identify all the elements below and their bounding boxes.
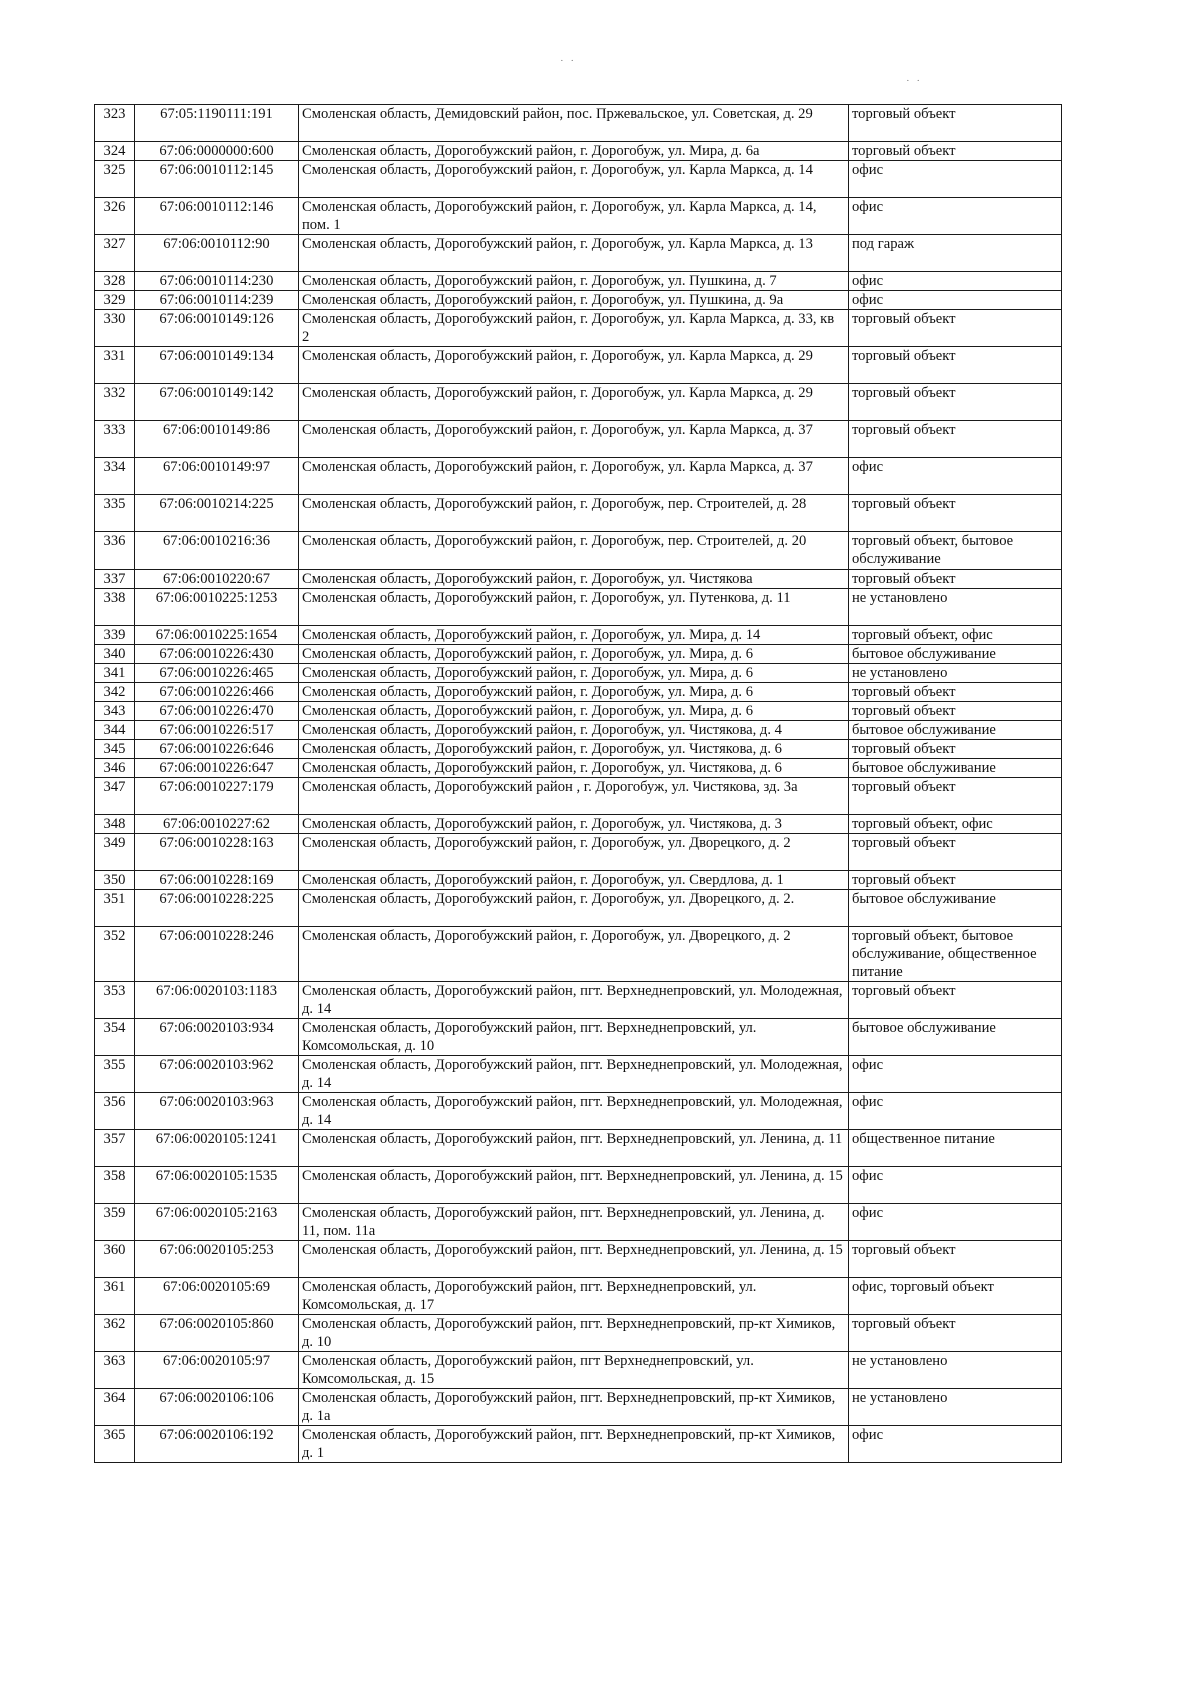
usage-type-cell: не установлено: [849, 1352, 1062, 1389]
row-number-cell: 335: [95, 495, 135, 532]
address-cell: Смоленская область, Дорогобужский район, г. Дорогобуж, ул. Карла Маркса, д. 33, кв 2: [299, 310, 849, 347]
table-row: [95, 759, 1062, 778]
cadastral-number-cell: 67:06:0010149:126: [135, 310, 299, 347]
table-row: [95, 421, 1062, 458]
property-registry-table: [94, 104, 1062, 1463]
row-number-cell: 347: [95, 778, 135, 815]
table-row: [95, 198, 1062, 235]
row-number-cell: 330: [95, 310, 135, 347]
cadastral-number-cell: 67:06:0010112:145: [135, 161, 299, 198]
row-number-cell: 342: [95, 683, 135, 702]
scan-artifact: ˙ ˙: [906, 78, 923, 90]
row-number-cell: 326: [95, 198, 135, 235]
table-row: [95, 982, 1062, 1019]
row-number-cell: 333: [95, 421, 135, 458]
usage-type-cell: торговый объект: [849, 834, 1062, 871]
row-number-cell: 357: [95, 1130, 135, 1167]
table-row: [95, 683, 1062, 702]
address-cell: Смоленская область, Дорогобужский район, г. Дорогобуж, ул. Дворецкого, д. 2: [299, 834, 849, 871]
usage-type-cell: бытовое обслуживание: [849, 890, 1062, 927]
row-number-cell: 358: [95, 1167, 135, 1204]
address-cell: Смоленская область, Дорогобужский район, г. Дорогобуж, ул. Мира, д. 6: [299, 702, 849, 721]
row-number-cell: 359: [95, 1204, 135, 1241]
table-row: [95, 815, 1062, 834]
usage-type-cell: под гараж: [849, 235, 1062, 272]
address-cell: Смоленская область, Дорогобужский район, г. Дорогобуж, ул. Путенкова, д. 11: [299, 589, 849, 626]
cadastral-number-cell: 67:06:0020103:1183: [135, 982, 299, 1019]
address-cell: Смоленская область, Дорогобужский район, пгт. Верхнеднепровский, ул. Молодежная, д. 14: [299, 982, 849, 1019]
table-row: [95, 626, 1062, 645]
table-row: [95, 272, 1062, 291]
cadastral-number-cell: 67:06:0010228:169: [135, 871, 299, 890]
usage-type-cell: офис: [849, 1426, 1062, 1463]
usage-type-cell: офис, торговый объект: [849, 1278, 1062, 1315]
cadastral-number-cell: 67:06:0010149:134: [135, 347, 299, 384]
cadastral-number-cell: 67:06:0020106:106: [135, 1389, 299, 1426]
cadastral-number-cell: 67:06:0010112:146: [135, 198, 299, 235]
cadastral-number-cell: 67:06:0020103:962: [135, 1056, 299, 1093]
row-number-cell: 365: [95, 1426, 135, 1463]
row-number-cell: 332: [95, 384, 135, 421]
address-cell: Смоленская область, Дорогобужский район, г. Дорогобуж, ул. Мира, д. 6а: [299, 142, 849, 161]
row-number-cell: 336: [95, 532, 135, 570]
table-row: [95, 1204, 1062, 1241]
table-row: [95, 589, 1062, 626]
usage-type-cell: торговый объект: [849, 105, 1062, 142]
cadastral-number-cell: 67:06:0010227:62: [135, 815, 299, 834]
address-cell: Смоленская область, Дорогобужский район, пгт. Верхнеднепровский, пр-кт Химиков, д. 1а: [299, 1389, 849, 1426]
table-row: [95, 927, 1062, 982]
table-row: [95, 871, 1062, 890]
cadastral-number-cell: 67:06:0010149:142: [135, 384, 299, 421]
usage-type-cell: торговый объект: [849, 384, 1062, 421]
usage-type-cell: торговый объект: [849, 982, 1062, 1019]
address-cell: Смоленская область, Дорогобужский район, пгт. Верхнеднепровский, ул. Молодежная, д. 14: [299, 1093, 849, 1130]
row-number-cell: 352: [95, 927, 135, 982]
row-number-cell: 325: [95, 161, 135, 198]
usage-type-cell: офис: [849, 161, 1062, 198]
address-cell: Смоленская область, Дорогобужский район, г. Дорогобуж, ул. Чистякова, д. 3: [299, 815, 849, 834]
table-row: [95, 834, 1062, 871]
table-row: [95, 702, 1062, 721]
usage-type-cell: офис: [849, 1056, 1062, 1093]
table-row: [95, 1019, 1062, 1056]
usage-type-cell: бытовое обслуживание: [849, 645, 1062, 664]
address-cell: Смоленская область, Дорогобужский район, г. Дорогобуж, ул. Мира, д. 6: [299, 683, 849, 702]
table-row: [95, 310, 1062, 347]
row-number-cell: 328: [95, 272, 135, 291]
address-cell: Смоленская область, Дорогобужский район, пгт. Верхнеднепровский, пр-кт Химиков, д. 10: [299, 1315, 849, 1352]
table-row: [95, 291, 1062, 310]
usage-type-cell: торговый объект: [849, 778, 1062, 815]
cadastral-number-cell: 67:06:0010216:36: [135, 532, 299, 570]
row-number-cell: 354: [95, 1019, 135, 1056]
cadastral-number-cell: 67:06:0010149:97: [135, 458, 299, 495]
row-number-cell: 324: [95, 142, 135, 161]
table-row: [95, 1167, 1062, 1204]
table-row: [95, 161, 1062, 198]
usage-type-cell: торговый объект, бытовое обслуживание, общественное питание: [849, 927, 1062, 982]
cadastral-number-cell: 67:06:0020105:97: [135, 1352, 299, 1389]
cadastral-number-cell: 67:06:0020105:1535: [135, 1167, 299, 1204]
table-row: [95, 1130, 1062, 1167]
row-number-cell: 361: [95, 1278, 135, 1315]
cadastral-number-cell: 67:06:0010214:225: [135, 495, 299, 532]
cadastral-number-cell: 67:06:0020105:253: [135, 1241, 299, 1278]
table-row: [95, 740, 1062, 759]
address-cell: Смоленская область, Дорогобужский район, г. Дорогобуж, ул. Карла Маркса, д. 37: [299, 458, 849, 495]
usage-type-cell: торговый объект: [849, 1241, 1062, 1278]
address-cell: Смоленская область, Дорогобужский район, г. Дорогобуж, ул. Дворецкого, д. 2: [299, 927, 849, 982]
address-cell: Смоленская область, Дорогобужский район, г. Дорогобуж, ул. Мира, д. 14: [299, 626, 849, 645]
table-row: [95, 532, 1062, 570]
address-cell: Смоленская область, Дорогобужский район, пгт. Верхнеднепровский, ул. Ленина, д. 11, пом. 11а: [299, 1204, 849, 1241]
address-cell: Смоленская область, Дорогобужский район, г. Дорогобуж, ул. Свердлова, д. 1: [299, 871, 849, 890]
cadastral-number-cell: 67:06:0010149:86: [135, 421, 299, 458]
row-number-cell: 343: [95, 702, 135, 721]
cadastral-number-cell: 67:06:0010228:163: [135, 834, 299, 871]
table-row: [95, 105, 1062, 142]
table-row: [95, 890, 1062, 927]
usage-type-cell: торговый объект: [849, 1315, 1062, 1352]
table-row: [95, 778, 1062, 815]
row-number-cell: 350: [95, 871, 135, 890]
usage-type-cell: торговый объект: [849, 310, 1062, 347]
cadastral-number-cell: 67:06:0020105:1241: [135, 1130, 299, 1167]
cadastral-number-cell: 67:06:0020103:963: [135, 1093, 299, 1130]
usage-type-cell: бытовое обслуживание: [849, 721, 1062, 740]
row-number-cell: 356: [95, 1093, 135, 1130]
row-number-cell: 346: [95, 759, 135, 778]
table-row: [95, 1352, 1062, 1389]
usage-type-cell: торговый объект, бытовое обслуживание: [849, 532, 1062, 570]
address-cell: Смоленская область, Дорогобужский район, г. Дорогобуж, пер. Строителей, д. 20: [299, 532, 849, 570]
address-cell: Смоленская область, Демидовский район, пос. Пржевальское, ул. Советская, д. 29: [299, 105, 849, 142]
table-row: [95, 570, 1062, 589]
table-row: [95, 1426, 1062, 1463]
usage-type-cell: торговый объект: [849, 871, 1062, 890]
cadastral-number-cell: 67:06:0010112:90: [135, 235, 299, 272]
table-row: [95, 645, 1062, 664]
usage-type-cell: торговый объект: [849, 702, 1062, 721]
usage-type-cell: офис: [849, 1093, 1062, 1130]
table-row: [95, 495, 1062, 532]
table-body: [95, 105, 1062, 1463]
table-row: [95, 1241, 1062, 1278]
usage-type-cell: торговый объект: [849, 142, 1062, 161]
address-cell: Смоленская область, Дорогобужский район, г. Дорогобуж, ул. Мира, д. 6: [299, 645, 849, 664]
address-cell: Смоленская область, Дорогобужский район, г. Дорогобуж, ул. Чистякова, д. 6: [299, 740, 849, 759]
usage-type-cell: офис: [849, 291, 1062, 310]
usage-type-cell: торговый объект: [849, 495, 1062, 532]
row-number-cell: 339: [95, 626, 135, 645]
table-row: [95, 1315, 1062, 1352]
usage-type-cell: торговый объект: [849, 421, 1062, 458]
row-number-cell: 348: [95, 815, 135, 834]
address-cell: Смоленская область, Дорогобужский район, пгт. Верхнеднепровский, ул. Комсомольская, д. 10: [299, 1019, 849, 1056]
cadastral-number-cell: 67:06:0010226:465: [135, 664, 299, 683]
usage-type-cell: не установлено: [849, 664, 1062, 683]
row-number-cell: 345: [95, 740, 135, 759]
cadastral-number-cell: 67:06:0010226:646: [135, 740, 299, 759]
row-number-cell: 362: [95, 1315, 135, 1352]
scan-artifact: ˙ ˙: [560, 58, 577, 70]
usage-type-cell: торговый объект, офис: [849, 815, 1062, 834]
row-number-cell: 338: [95, 589, 135, 626]
table-row: [95, 347, 1062, 384]
row-number-cell: 341: [95, 664, 135, 683]
address-cell: Смоленская область, Дорогобужский район, г. Дорогобуж, ул. Пушкина, д. 7: [299, 272, 849, 291]
table-row: [95, 1278, 1062, 1315]
address-cell: Смоленская область, Дорогобужский район, г. Дорогобуж, ул. Карла Маркса, д. 29: [299, 384, 849, 421]
row-number-cell: 337: [95, 570, 135, 589]
address-cell: Смоленская область, Дорогобужский район, пгт. Верхнеднепровский, ул. Комсомольская, д. 17: [299, 1278, 849, 1315]
cadastral-number-cell: 67:06:0010114:239: [135, 291, 299, 310]
cadastral-number-cell: 67:06:0010226:647: [135, 759, 299, 778]
cadastral-number-cell: 67:06:0010114:230: [135, 272, 299, 291]
address-cell: Смоленская область, Дорогобужский район, пгт. Верхнеднепровский, ул. Ленина, д. 11: [299, 1130, 849, 1167]
address-cell: Смоленская область, Дорогобужский район, г. Дорогобуж, ул. Карла Маркса, д. 29: [299, 347, 849, 384]
row-number-cell: 344: [95, 721, 135, 740]
row-number-cell: 331: [95, 347, 135, 384]
address-cell: Смоленская область, Дорогобужский район , г. Дорогобуж, ул. Чистякова, зд. 3а: [299, 778, 849, 815]
address-cell: Смоленская область, Дорогобужский район, пгт. Верхнеднепровский, ул. Ленина, д. 15: [299, 1167, 849, 1204]
address-cell: Смоленская область, Дорогобужский район, пгт. Верхнеднепровский, пр-кт Химиков, д. 1: [299, 1426, 849, 1463]
cadastral-number-cell: 67:06:0020105:860: [135, 1315, 299, 1352]
address-cell: Смоленская область, Дорогобужский район, г. Дорогобуж, ул. Карла Маркса, д. 13: [299, 235, 849, 272]
usage-type-cell: не установлено: [849, 1389, 1062, 1426]
usage-type-cell: торговый объект: [849, 683, 1062, 702]
address-cell: Смоленская область, Дорогобужский район, пгт Верхнеднепровский, ул. Комсомольская, д. 15: [299, 1352, 849, 1389]
table-row: [95, 721, 1062, 740]
cadastral-number-cell: 67:06:0020103:934: [135, 1019, 299, 1056]
cadastral-number-cell: 67:06:0000000:600: [135, 142, 299, 161]
cadastral-number-cell: 67:06:0010226:466: [135, 683, 299, 702]
cadastral-number-cell: 67:06:0010227:179: [135, 778, 299, 815]
usage-type-cell: торговый объект: [849, 740, 1062, 759]
row-number-cell: 334: [95, 458, 135, 495]
usage-type-cell: не установлено: [849, 589, 1062, 626]
row-number-cell: 323: [95, 105, 135, 142]
row-number-cell: 353: [95, 982, 135, 1019]
cadastral-number-cell: 67:06:0010225:1253: [135, 589, 299, 626]
row-number-cell: 327: [95, 235, 135, 272]
table-row: [95, 235, 1062, 272]
usage-type-cell: торговый объект: [849, 570, 1062, 589]
usage-type-cell: офис: [849, 272, 1062, 291]
row-number-cell: 355: [95, 1056, 135, 1093]
cadastral-number-cell: 67:06:0010226:430: [135, 645, 299, 664]
usage-type-cell: офис: [849, 1167, 1062, 1204]
usage-type-cell: общественное питание: [849, 1130, 1062, 1167]
row-number-cell: 360: [95, 1241, 135, 1278]
address-cell: Смоленская область, Дорогобужский район, пгт. Верхнеднепровский, ул. Ленина, д. 15: [299, 1241, 849, 1278]
table-row: [95, 1056, 1062, 1093]
row-number-cell: 364: [95, 1389, 135, 1426]
row-number-cell: 363: [95, 1352, 135, 1389]
address-cell: Смоленская область, Дорогобужский район, г. Дорогобуж, ул. Карла Маркса, д. 14: [299, 161, 849, 198]
row-number-cell: 329: [95, 291, 135, 310]
cadastral-number-cell: 67:06:0010226:470: [135, 702, 299, 721]
address-cell: Смоленская область, Дорогобужский район, г. Дорогобуж, ул. Пушкина, д. 9а: [299, 291, 849, 310]
address-cell: Смоленская область, Дорогобужский район, г. Дорогобуж, ул. Чистякова: [299, 570, 849, 589]
table-row: [95, 142, 1062, 161]
table-row: [95, 384, 1062, 421]
usage-type-cell: офис: [849, 1204, 1062, 1241]
address-cell: Смоленская область, Дорогобужский район, г. Дорогобуж, ул. Карла Маркса, д. 14, пом. 1: [299, 198, 849, 235]
table-row: [95, 1093, 1062, 1130]
cadastral-number-cell: 67:06:0010220:67: [135, 570, 299, 589]
address-cell: Смоленская область, Дорогобужский район, г. Дорогобуж, ул. Чистякова, д. 4: [299, 721, 849, 740]
usage-type-cell: бытовое обслуживание: [849, 1019, 1062, 1056]
address-cell: Смоленская область, Дорогобужский район, г. Дорогобуж, пер. Строителей, д. 28: [299, 495, 849, 532]
usage-type-cell: бытовое обслуживание: [849, 759, 1062, 778]
cadastral-number-cell: 67:06:0010228:246: [135, 927, 299, 982]
cadastral-number-cell: 67:06:0010225:1654: [135, 626, 299, 645]
address-cell: Смоленская область, Дорогобужский район, г. Дорогобуж, ул. Карла Маркса, д. 37: [299, 421, 849, 458]
cadastral-number-cell: 67:06:0010228:225: [135, 890, 299, 927]
row-number-cell: 351: [95, 890, 135, 927]
address-cell: Смоленская область, Дорогобужский район, пгт. Верхнеднепровский, ул. Молодежная, д. 14: [299, 1056, 849, 1093]
usage-type-cell: торговый объект: [849, 347, 1062, 384]
cadastral-number-cell: 67:06:0010226:517: [135, 721, 299, 740]
usage-type-cell: офис: [849, 198, 1062, 235]
table-row: [95, 664, 1062, 683]
address-cell: Смоленская область, Дорогобужский район, г. Дорогобуж, ул. Чистякова, д. 6: [299, 759, 849, 778]
table-row: [95, 1389, 1062, 1426]
row-number-cell: 349: [95, 834, 135, 871]
cadastral-number-cell: 67:06:0020105:2163: [135, 1204, 299, 1241]
usage-type-cell: торговый объект, офис: [849, 626, 1062, 645]
cadastral-number-cell: 67:06:0020106:192: [135, 1426, 299, 1463]
usage-type-cell: офис: [849, 458, 1062, 495]
table-row: [95, 458, 1062, 495]
address-cell: Смоленская область, Дорогобужский район, г. Дорогобуж, ул. Мира, д. 6: [299, 664, 849, 683]
cadastral-number-cell: 67:05:1190111:191: [135, 105, 299, 142]
row-number-cell: 340: [95, 645, 135, 664]
address-cell: Смоленская область, Дорогобужский район, г. Дорогобуж, ул. Дворецкого, д. 2.: [299, 890, 849, 927]
cadastral-number-cell: 67:06:0020105:69: [135, 1278, 299, 1315]
